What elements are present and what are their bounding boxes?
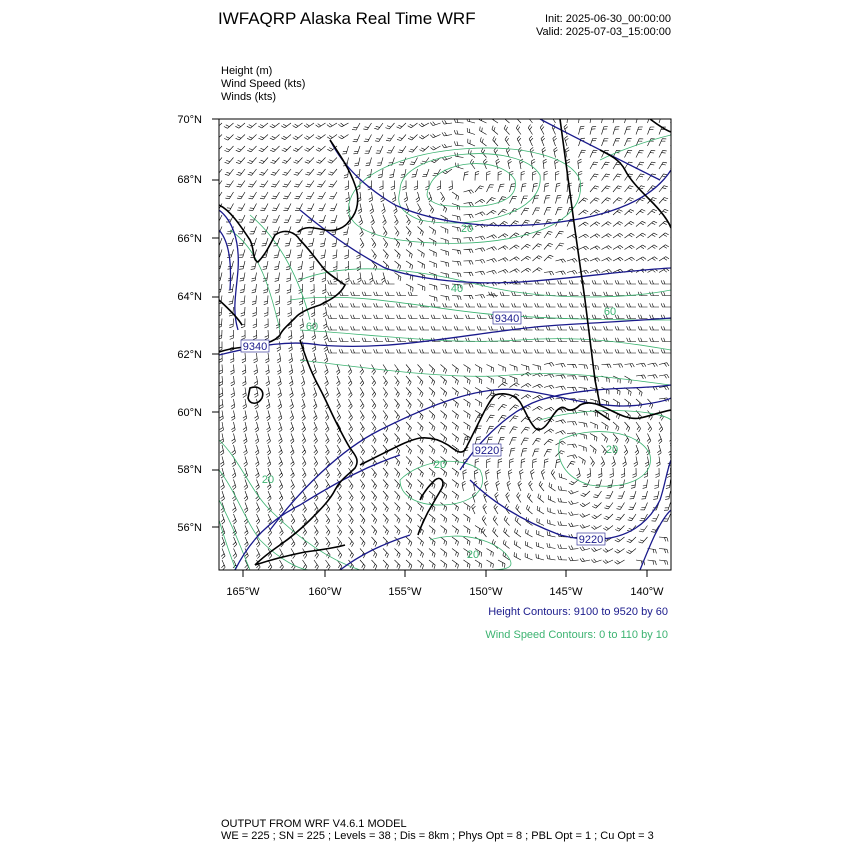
- wind-speed-contours: [219, 135, 671, 570]
- field-winds: Winds (kts): [221, 91, 276, 103]
- lat-tick-label: 56°N: [177, 522, 202, 534]
- lat-tick-label: 58°N: [177, 464, 202, 476]
- height-label: 9220: [578, 534, 604, 546]
- height-label: 9220: [474, 445, 500, 457]
- valid-time: Valid: 2025-07-03_15:00:00: [536, 26, 671, 38]
- lon-tick-label: 150°W: [469, 586, 503, 598]
- lon-tick-label: 140°W: [630, 586, 664, 598]
- lat-tick-label: 68°N: [177, 174, 202, 186]
- height-contour-legend: Height Contours: 9100 to 9520 by 60: [488, 606, 668, 618]
- wind-label: 20: [261, 474, 275, 486]
- field-wind-speed: Wind Speed (kts): [221, 78, 306, 90]
- height-label: 9340: [494, 313, 520, 325]
- field-height: Height (m): [221, 65, 273, 77]
- wind-label: 20: [466, 549, 480, 561]
- lat-axis: [177, 114, 202, 534]
- height-label: 9340: [242, 341, 268, 353]
- lat-tick-label: 70°N: [177, 114, 202, 126]
- model-info-line2: WE = 225 ; SN = 225 ; Levels = 38 ; Dis = 8km ; Phys Opt = 8 ; PBL Opt = 1 ; Cu Opt = 3: [221, 830, 654, 842]
- lat-tick-label: 60°N: [177, 407, 202, 419]
- wind-label: 20: [605, 444, 619, 456]
- wind-label: 20: [433, 459, 447, 471]
- map-title: IWFAQRP Alaska Real Time WRF: [218, 9, 476, 28]
- lon-tick-label: 145°W: [549, 586, 583, 598]
- lat-tick-label: 66°N: [177, 233, 202, 245]
- wind-contour-legend: Wind Speed Contours: 0 to 110 by 10: [485, 629, 668, 641]
- wind-label: 60: [603, 306, 617, 318]
- lon-tick-label: 155°W: [388, 586, 422, 598]
- coastline: [219, 119, 671, 565]
- lon-axis: [226, 586, 664, 598]
- model-info: [221, 818, 654, 842]
- lon-tick-label: 160°W: [308, 586, 342, 598]
- wind-label: 60: [305, 321, 319, 333]
- wind-contour-labels: [262, 223, 618, 561]
- lon-tick-label: 165°W: [226, 586, 260, 598]
- init-time: Init: 2025-06-30_00:00:00: [545, 13, 671, 25]
- wind-label: 40: [450, 283, 464, 295]
- model-info-line1: OUTPUT FROM WRF V4.6.1 MODEL: [221, 818, 407, 830]
- map-content: [213, 113, 681, 570]
- wind-label: 20: [460, 223, 474, 235]
- lat-tick-label: 64°N: [177, 291, 202, 303]
- lat-tick-label: 62°N: [177, 349, 202, 361]
